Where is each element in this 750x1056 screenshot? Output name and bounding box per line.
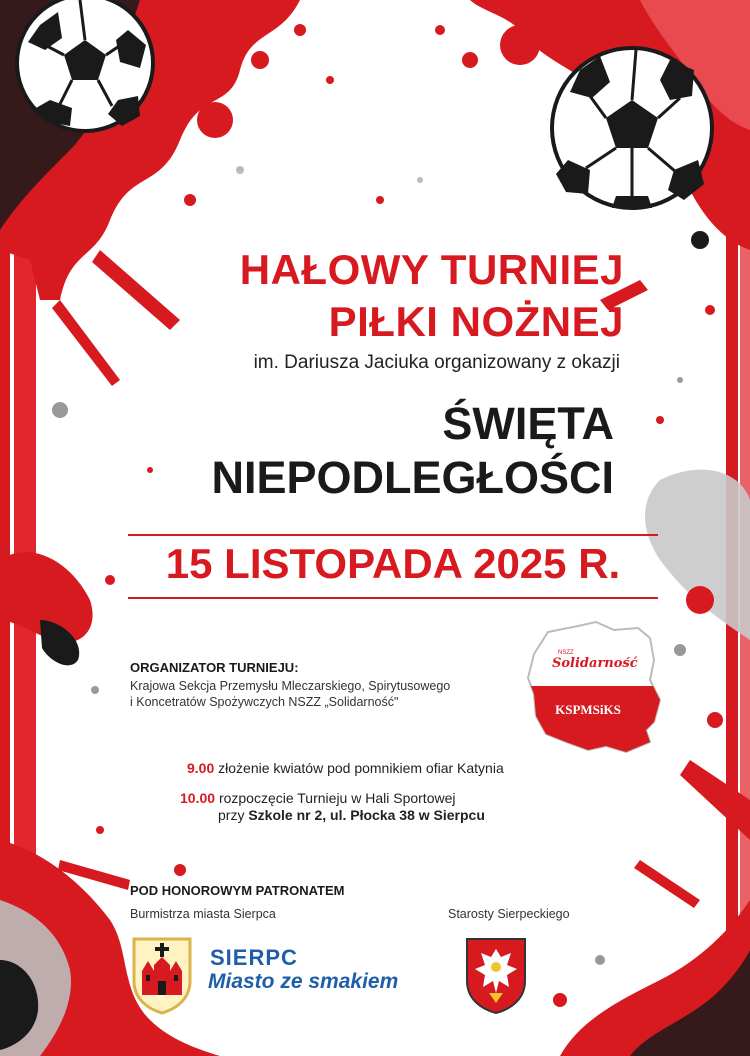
schedule-line2-prefix: przy	[218, 807, 249, 823]
subtitle: im. Dariusza Jaciuka organizowany z okazji	[253, 352, 620, 373]
schedule-text-2: rozpoczęcie Turnieju w Hali Sportowej	[218, 790, 456, 806]
logo-acronym: KSPMSiKS	[555, 702, 621, 717]
schedule-item-2	[180, 790, 456, 806]
divider-top	[128, 534, 658, 536]
schedule-time-1: 9.00	[187, 760, 215, 776]
schedule-text-1: złożenie kwiatów pod pomnikiem ofiar Katynia	[218, 760, 504, 776]
football-left-icon	[17, 0, 153, 131]
schedule-time-2: 10.00	[180, 790, 216, 806]
logo-nszz-text: NSZZ	[558, 650, 574, 656]
sierpc-logo-name: SIERPC	[210, 945, 298, 970]
sierpc-logo-slogan: Miasto ze smakiem	[208, 970, 399, 993]
patronage-heading: POD HONOROWYM PATRONATEM	[130, 883, 345, 898]
event-date: 15 LISTOPADA 2025 R.	[165, 540, 621, 587]
organizer-heading: ORGANIZATOR TURNIEJU:	[130, 660, 299, 675]
patronage-starost: Starosty Sierpeckiego	[448, 907, 570, 921]
football-right-icon	[552, 48, 712, 208]
poland-map-logo-icon	[518, 618, 668, 758]
title-line-2: PIŁKI NOŻNEJ	[328, 298, 624, 345]
schedule-venue: Szkole nr 2, ul. Płocka 38 w Sierpcu	[248, 807, 485, 823]
organizer-line-1: Krajowa Sekcja Przemysłu Mleczarskiego, Spirytusowego	[130, 679, 451, 693]
patronage-mayor: Burmistrza miasta Sierpca	[130, 907, 276, 921]
sierpc-coat-of-arms-icon	[130, 935, 194, 1015]
schedule-item-2-line-2	[218, 807, 485, 823]
county-coat-of-arms-icon	[463, 935, 529, 1015]
holiday-line-2: NIEPODLEGŁOŚCI	[211, 452, 614, 503]
schedule-item-1	[187, 760, 504, 776]
organizer-line-2: i Koncetratów Spożywczych NSZZ „Solidarność"	[130, 695, 399, 709]
title-line-1: HAŁOWY TURNIEJ	[239, 246, 624, 293]
divider-bottom	[128, 597, 658, 599]
holiday-line-1: ŚWIĘTA	[442, 398, 614, 449]
logo-solidarnosc-text: Solidarność	[552, 656, 638, 671]
